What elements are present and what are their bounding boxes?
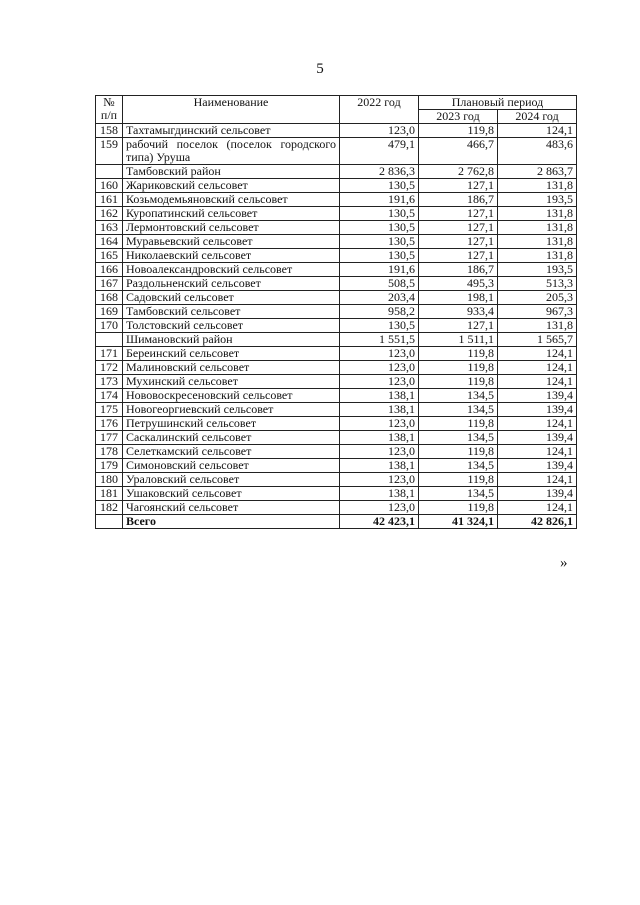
row-number: 164 [96,235,123,249]
row-value-2022: 138,1 [340,389,419,403]
row-value-2022: 2 836,3 [340,165,419,179]
row-value-2024: 124,1 [498,417,577,431]
table-row [96,459,577,473]
row-name: Саскалинский сельсовет [123,431,340,445]
row-value-2024: 205,3 [498,291,577,305]
header-number: № п/п [96,96,123,124]
row-value-2024: 193,5 [498,263,577,277]
row-value-2023: 933,4 [419,305,498,319]
row-name: Новоалександровский сельсовет [123,263,340,277]
table-row [96,291,577,305]
row-name: Лермонтовский сельсовет [123,221,340,235]
row-number: 163 [96,221,123,235]
table-row [96,179,577,193]
row-value-2022: 123,0 [340,445,419,459]
row-value-2024: 124,1 [498,501,577,515]
header-year-2023: 2023 год [419,110,498,124]
row-number: 175 [96,403,123,417]
header-year-2022: 2022 год [340,96,419,124]
row-number: 162 [96,207,123,221]
table-row [96,235,577,249]
table-row [96,347,577,361]
table-row [96,473,577,487]
row-number: 170 [96,319,123,333]
row-value-2022: 130,5 [340,179,419,193]
row-number: 181 [96,487,123,501]
header-name: Наименование [123,96,340,124]
row-number: 173 [96,375,123,389]
row-name: Куропатинский сельсовет [123,207,340,221]
table-row [96,305,577,319]
table-row [96,431,577,445]
row-number: 158 [96,124,123,138]
row-value-2023: 127,1 [419,249,498,263]
row-value-2023: 119,8 [419,445,498,459]
row-value-2022: 123,0 [340,361,419,375]
row-value-2022: 138,1 [340,431,419,445]
row-value-2022: 1 551,5 [340,333,419,347]
row-value-2024: 124,1 [498,124,577,138]
row-value-2023: 119,8 [419,361,498,375]
district-row [96,165,577,179]
row-name: Береинский сельсовет [123,347,340,361]
row-number: 171 [96,347,123,361]
row-name: Жариковский сельсовет [123,179,340,193]
row-value-2022: 123,0 [340,501,419,515]
row-name: Тахтамыгдинский сельсовет [123,124,340,138]
row-value-2023: 1 511,1 [419,333,498,347]
row-number: 169 [96,305,123,319]
row-name: Селеткамский сельсовет [123,445,340,459]
row-value-2024: 139,4 [498,487,577,501]
table-row [96,375,577,389]
row-name: Муравьевский сельсовет [123,235,340,249]
row-name: Толстовский сельсовет [123,319,340,333]
table-row [96,277,577,291]
row-value-2024: 2 863,7 [498,165,577,179]
table-row [96,249,577,263]
row-name: Садовский сельсовет [123,291,340,305]
total-2023: 41 324,1 [419,515,498,529]
row-value-2023: 119,8 [419,375,498,389]
row-value-2024: 1 565,7 [498,333,577,347]
row-value-2024: 124,1 [498,361,577,375]
row-value-2024: 513,3 [498,277,577,291]
table-row [96,487,577,501]
row-value-2024: 139,4 [498,459,577,473]
table-row [96,138,577,165]
row-value-2024: 131,8 [498,319,577,333]
row-value-2022: 130,5 [340,235,419,249]
row-value-2024: 124,1 [498,375,577,389]
row-value-2024: 131,8 [498,179,577,193]
row-value-2023: 134,5 [419,389,498,403]
row-value-2024: 967,3 [498,305,577,319]
row-number: 176 [96,417,123,431]
row-name: Тамбовский район [123,165,340,179]
row-value-2022: 203,4 [340,291,419,305]
row-value-2024: 139,4 [498,403,577,417]
row-value-2023: 119,8 [419,501,498,515]
total-row [96,515,577,529]
table-row [96,361,577,375]
row-name: Шимановский район [123,333,340,347]
total-number-cell [96,515,123,529]
row-value-2022: 958,2 [340,305,419,319]
row-value-2024: 124,1 [498,473,577,487]
row-number: 165 [96,249,123,263]
table-row [96,501,577,515]
row-number: 177 [96,431,123,445]
row-value-2024: 131,8 [498,207,577,221]
row-value-2024: 193,5 [498,193,577,207]
row-value-2022: 123,0 [340,347,419,361]
row-value-2022: 123,0 [340,417,419,431]
table-row [96,207,577,221]
row-name: Чагоянский сельсовет [123,501,340,515]
header-row [96,96,577,110]
row-number: 174 [96,389,123,403]
header-planned-period: Плановый период [419,96,577,110]
row-name: Николаевский сельсовет [123,249,340,263]
row-value-2023: 134,5 [419,403,498,417]
table-row [96,221,577,235]
row-value-2022: 130,5 [340,249,419,263]
table-row [96,389,577,403]
row-value-2022: 479,1 [340,138,419,165]
row-value-2024: 483,6 [498,138,577,165]
row-name: Новогеоргиевский сельсовет [123,403,340,417]
table-row [96,124,577,138]
row-value-2023: 466,7 [419,138,498,165]
row-value-2023: 127,1 [419,207,498,221]
row-value-2022: 130,5 [340,319,419,333]
row-value-2023: 134,5 [419,431,498,445]
row-number: 160 [96,179,123,193]
closing-quote: » [560,555,568,571]
row-number: 166 [96,263,123,277]
row-value-2023: 134,5 [419,487,498,501]
total-label: Всего [123,515,340,529]
row-number: 161 [96,193,123,207]
row-number: 179 [96,459,123,473]
row-value-2022: 123,0 [340,124,419,138]
row-value-2023: 127,1 [419,319,498,333]
table-row [96,263,577,277]
row-name: Раздольненский сельсовет [123,277,340,291]
table-body [96,124,577,515]
row-value-2023: 119,8 [419,124,498,138]
row-value-2022: 130,5 [340,221,419,235]
row-value-2023: 127,1 [419,179,498,193]
district-row [96,333,577,347]
row-value-2022: 123,0 [340,375,419,389]
row-value-2024: 139,4 [498,389,577,403]
total-2024: 42 826,1 [498,515,577,529]
row-value-2024: 131,8 [498,221,577,235]
row-number: 167 [96,277,123,291]
row-name: Ураловский сельсовет [123,473,340,487]
row-name: Тамбовский сельсовет [123,305,340,319]
row-name: Ушаковский сельсовет [123,487,340,501]
row-value-2023: 119,8 [419,417,498,431]
row-name: Малиновский сельсовет [123,361,340,375]
row-value-2024: 124,1 [498,445,577,459]
row-number [96,165,123,179]
row-value-2023: 119,8 [419,347,498,361]
table-row [96,403,577,417]
row-value-2023: 119,8 [419,473,498,487]
row-name: Симоновский сельсовет [123,459,340,473]
row-value-2024: 124,1 [498,347,577,361]
row-number: 172 [96,361,123,375]
row-value-2023: 2 762,8 [419,165,498,179]
row-value-2023: 127,1 [419,235,498,249]
row-value-2022: 508,5 [340,277,419,291]
budget-table [95,95,577,529]
row-number [96,333,123,347]
table-row [96,193,577,207]
row-value-2022: 138,1 [340,403,419,417]
row-value-2024: 131,8 [498,249,577,263]
row-value-2023: 127,1 [419,221,498,235]
total-2022: 42 423,1 [340,515,419,529]
row-name: Козьмодемьяновский сельсовет [123,193,340,207]
header-year-2024: 2024 год [498,110,577,124]
row-value-2023: 186,7 [419,263,498,277]
page-number: 5 [316,61,324,77]
row-value-2024: 139,4 [498,431,577,445]
row-value-2022: 123,0 [340,473,419,487]
row-number: 168 [96,291,123,305]
row-value-2022: 191,6 [340,193,419,207]
row-value-2023: 495,3 [419,277,498,291]
row-number: 182 [96,501,123,515]
table-row [96,319,577,333]
row-value-2024: 131,8 [498,235,577,249]
row-value-2022: 130,5 [340,207,419,221]
row-name: Нововоскресеновский сельсовет [123,389,340,403]
table-row [96,417,577,431]
row-number: 178 [96,445,123,459]
row-value-2022: 138,1 [340,459,419,473]
row-value-2023: 198,1 [419,291,498,305]
row-value-2023: 186,7 [419,193,498,207]
row-name: рабочий поселок (поселок городского типа) Уруша [123,138,340,165]
table-row [96,445,577,459]
row-value-2023: 134,5 [419,459,498,473]
row-number: 180 [96,473,123,487]
row-number: 159 [96,138,123,165]
row-name: Мухинский сельсовет [123,375,340,389]
row-value-2022: 191,6 [340,263,419,277]
row-name: Петрушинский сельсовет [123,417,340,431]
row-value-2022: 138,1 [340,487,419,501]
